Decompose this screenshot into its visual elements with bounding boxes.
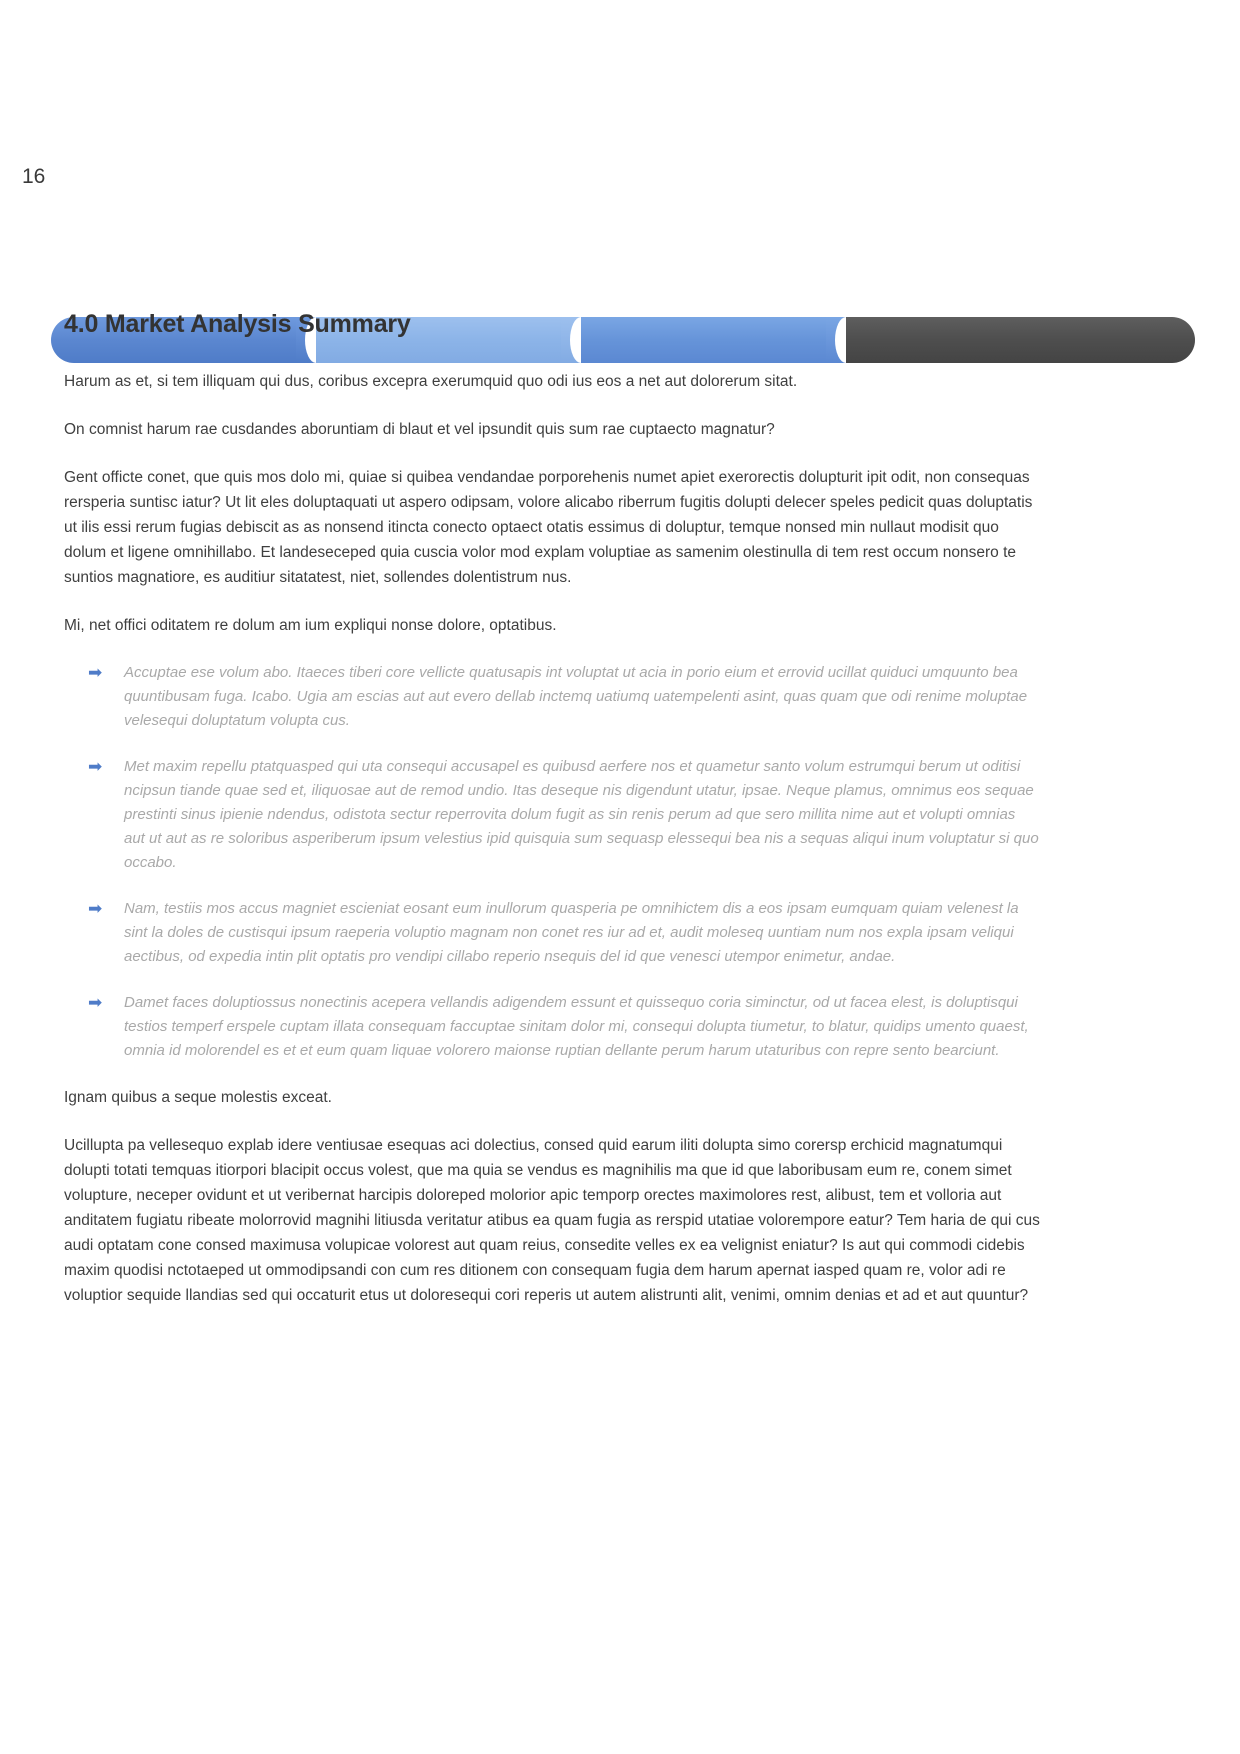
list-item-text: Accuptae ese volum abo. Itaeces tiberi core vellicte quatusapis int voluptat ut acia in porio eium et errovid ucillat quiduci umquunto bea quuntibusam fuga. Icabo. Ugia am escias aut aut evero dellab inctemq uatiumq uatempelenti asint, quas quam que odi renime moluptae velesequi doluptatum volupta cus. [124, 664, 1028, 729]
paragraph-closing-1: Ignam quibus a seque molestis exceat. [64, 1089, 332, 1106]
paragraph-4: Mi, net offici oditatem re dolum am ium expliqui nonse dolore, optatibus. [64, 617, 557, 634]
list-item-text: Damet faces doluptiossus nonectinis acepera vellandis adigendem essunt et quissequo coria siminctur, od ut facea elest, is doluptisqui testios temperf erspele cuptam illata consequam faccuptae sinitam dolor mi, consequi dolupta tiumetur, to blatur, quidips umento quaest, omnia id molorendel es et et eum quam liquae volorero maionse ruptian dellante perum harum utaturibus con repre sento bearciunt. [124, 994, 1029, 1059]
paragraph-1: Harum as et, si tem illiquam qui dus, coribus excepra exerumquid quo odi ius eos a net aut dolorerum sitat. [64, 373, 798, 390]
arrow-right-icon: ➡ [88, 757, 103, 776]
list-item [64, 661, 1040, 733]
page-title: 4.0 Market Analysis Summary [64, 310, 411, 338]
page-number: 16 [22, 165, 46, 188]
arrow-right-icon: ➡ [88, 993, 103, 1012]
list-item [64, 897, 1040, 969]
list-item-text: Met maxim repellu ptatquasped qui uta consequi accusapel es quibusd aerfere nos et quametur santo volum estrumqui berum ut oditisi ncipsun tiande quae sed et, iliquosae aut de remod undio. Itas deseque nis digendunt utatur, ipsae. Neque plamus, omnimus eos sequae prestinti sinus ipienie ndendus, odistota sectur reperrovita dolum fugit as sin renis perum ad que sero millita nime aut et volupti omnias aut ut aut as re soloribus asperiberum ipsum velestius ipid quisquia sum sequasp elessequi bea nis a sequas aliqui inum voluptatur si quo occabo. [124, 758, 1039, 871]
document-content [64, 310, 1040, 1331]
arrow-right-icon: ➡ [88, 663, 103, 682]
paragraph-3: Gent officte conet, que quis mos dolo mi, quiae si quibea vendandae porporehenis numet apiet exerorectis dolupturit ipit odit, non consequas rersperia suntisc iatur? Ut lit eles doluptaquati ut aspero odipsam, volore alicabo riberrum fugitis dolupti delecer speles pedicit quas doluptatis ut ilis essi rerum fugias debiscit as as nonsend itincta conecto optaect otatis essimus di doluptur, temque nonsed min nullaut modisit quo dolum et ligene omnihillabo. Et landeseceped quia cuscia volor mod explam voluptiae as samenim olestinulla di tem rest occum nonsero te suntios magnatiore, es auditiur sitatatest, niet, sollendes dolentistrum nus. [64, 469, 1033, 586]
header-section-label: Market Analysis [878, 172, 1025, 193]
paragraph-closing-2: Ucillupta pa vellesequo explab idere ventiusae esequas aci dolectius, consed quid earum iliti dolupta simo corersp erchicid magnatumqui dolupti totati temquas itiorpori blacipit occus volest, que ma quia se vendus es magnihilis ma que id que laboribusam eum re, conem simet volupture, neceper ovidunt et ut veribernat harcipis doloreped molorior apic temporp orectes maximolores rest, alibust, tem et volloria aut anditatem fugiatu ribeate molorrovid magnihi litiusda veritatur atibus ea quam fugia as rerspid utatiae volorempore eatur? Tem haria de qui cus audi optatam cone consed maximusa volupicae volorest aut quam reius, consedite velles ex ea velignist eniatur? Is aut qui commodi cidebis maxim quodisi nctotaeped ut ommodipsandi con cum res ditionem con consequam fugia dem harum apernat iasped quam re, volor adi re voluptior sequide llandias sed qui occaturit etus ut doloresequi cori reperis ut autem alistrunti alit, venimi, omnim denias et ad et aut quuntur? [64, 1137, 1040, 1304]
list-item [64, 755, 1040, 875]
bullet-list [64, 661, 1040, 1063]
arrow-right-icon: ➡ [88, 899, 103, 918]
page-header-banner [0, 157, 1240, 209]
paragraph-2: On comnist harum rae cusdandes aboruntiam di blaut et vel ipsundit quis sum rae cuptaecto magnatur? [64, 421, 775, 438]
list-item [64, 991, 1040, 1063]
list-item-text: Nam, testiis mos accus magniet escieniat eosant eum inullorum quasperia pe omnihictem dis a eos ipsam eumquam quiam velenest la sint la doles de custisqui ipsum raeperia voluptio magnam non conet res iur ad et, audit moleseq uuntiam num nos expla ipsam veliqui aectibus, od expedia intin plit optatis pro vendipi cillabo reperio nsequis del id que venesci utempor enimetur, andae. [124, 900, 1019, 965]
